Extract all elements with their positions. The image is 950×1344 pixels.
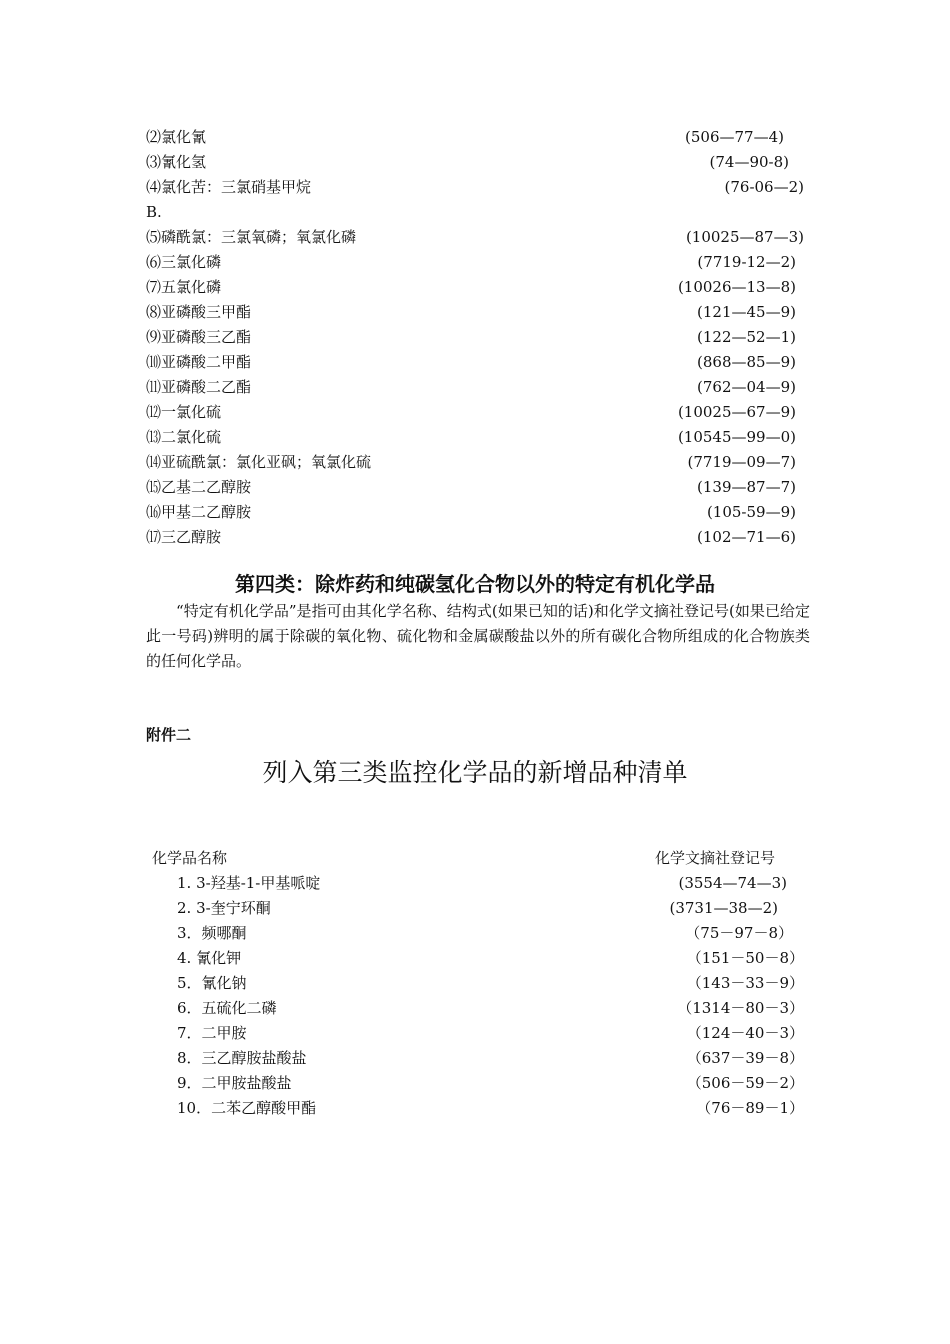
chemical-name: ⑶氰化氢 bbox=[146, 153, 207, 171]
cas-number: (7719—09—7) bbox=[687, 453, 796, 471]
cas-number: (10545—99—0) bbox=[677, 428, 796, 446]
chemical-name: ⑽亚磷酸二甲酯 bbox=[146, 353, 252, 371]
list-item-cas: (3731—38—2) bbox=[669, 899, 778, 917]
chemical-name: ⑺五氯化磷 bbox=[146, 278, 222, 296]
cas-number: (102—71—6) bbox=[697, 528, 796, 546]
chemical-name: ⑻亚磷酸三甲酯 bbox=[146, 303, 252, 321]
chemical-name: ⒁亚硫酰氯：氯化亚砜；氧氯化硫 bbox=[146, 453, 372, 471]
cas-number: (10026—13—8) bbox=[677, 278, 796, 296]
list-item-name: 10．二苯乙醇酸甲酯 bbox=[177, 1099, 317, 1117]
list-item-cas: （151－50－8） bbox=[686, 949, 804, 967]
list-item-cas: （637－39－8） bbox=[686, 1049, 804, 1067]
cas-number: (76-06—2) bbox=[724, 178, 804, 196]
chemical-name: ⒂乙基二乙醇胺 bbox=[146, 478, 252, 496]
chemical-name: ⑿一氯化硫 bbox=[146, 403, 222, 421]
attachment-title: 列入第三类监控化学品的新增品种清单 bbox=[262, 758, 688, 787]
chemical-name: ⒃甲基二乙醇胺 bbox=[146, 503, 252, 521]
list-item-cas: （75－97－8） bbox=[685, 924, 793, 942]
chemical-name: ⑵氯化氰 bbox=[146, 128, 207, 146]
list-item-name: 3．频哪酮 bbox=[177, 924, 247, 942]
chemical-name: ⑸磷酰氯：三氯氧磷；氧氯化磷 bbox=[146, 228, 357, 246]
chemical-name: ⑾亚磷酸二乙酯 bbox=[146, 378, 252, 396]
cas-number: (139—87—7) bbox=[697, 478, 796, 496]
list-item-cas: (3554—74—3) bbox=[678, 874, 787, 892]
category-description: “特定有机化学品”是指可由其化学名称、结构式(如果已知的话)和化学文摘社登记号(如果已给定此一号码)辨明的属于除碳的氧化物、硫化物和金属碳酸盐以外的所有碳化合物所组成的化合物族类的任何化学品。 bbox=[146, 602, 810, 670]
list-item-name: 4. 氰化钾 bbox=[177, 949, 242, 967]
column-header-cas: 化学文摘社登记号 bbox=[655, 849, 776, 867]
chemical-name: ⑷氯化苦：三氯硝基甲烷 bbox=[146, 178, 312, 196]
chemical-name: ⒀二氯化硫 bbox=[146, 428, 222, 446]
cas-number: (7719-12—2) bbox=[697, 253, 796, 271]
list-item-name: 7．二甲胺 bbox=[177, 1024, 247, 1042]
list-item-cas: （1314－80－3） bbox=[677, 999, 804, 1017]
list-item-cas: （76－89－1） bbox=[696, 1099, 804, 1117]
column-header-name: 化学品名称 bbox=[152, 849, 228, 867]
category-heading: 第四类：除炸药和纯碳氢化合物以外的特定有机化学品 bbox=[235, 572, 715, 596]
section-label: B. bbox=[146, 203, 162, 221]
list-item-name: 8．三乙醇胺盐酸盐 bbox=[177, 1049, 307, 1067]
chemical-name: ⑼亚磷酸三乙酯 bbox=[146, 328, 252, 346]
list-item-name: 5．氰化钠 bbox=[177, 974, 247, 992]
cas-number: (762—04—9) bbox=[697, 378, 796, 396]
list-item-name: 2. 3-奎宁环酮 bbox=[177, 899, 271, 917]
chemical-name: ⑹三氯化磷 bbox=[146, 253, 222, 271]
cas-number: (105-59—9) bbox=[706, 503, 796, 521]
cas-number: (121—45—9) bbox=[697, 303, 796, 321]
cas-number: (10025—87—3) bbox=[685, 228, 804, 246]
list-item-name: 9．二甲胺盐酸盐 bbox=[177, 1074, 292, 1092]
list-item-cas: （124－40－3） bbox=[686, 1024, 804, 1042]
cas-number: (506—77—4) bbox=[685, 128, 784, 146]
list-item-cas: （506－59－2） bbox=[686, 1074, 804, 1092]
chemical-name: ⒄三乙醇胺 bbox=[146, 528, 222, 546]
cas-number: (74—90-8) bbox=[709, 153, 789, 171]
attachment-label: 附件二 bbox=[146, 726, 192, 744]
list-item-name: 6．五硫化二磷 bbox=[177, 999, 277, 1017]
list-item-name: 1. 3-羟基-1-甲基哌啶 bbox=[177, 874, 321, 892]
cas-number: (10025—67—9) bbox=[677, 403, 796, 421]
cas-number: (122—52—1) bbox=[697, 328, 796, 346]
cas-number: (868—85—9) bbox=[697, 353, 796, 371]
list-item-cas: （143－33－9） bbox=[686, 974, 804, 992]
